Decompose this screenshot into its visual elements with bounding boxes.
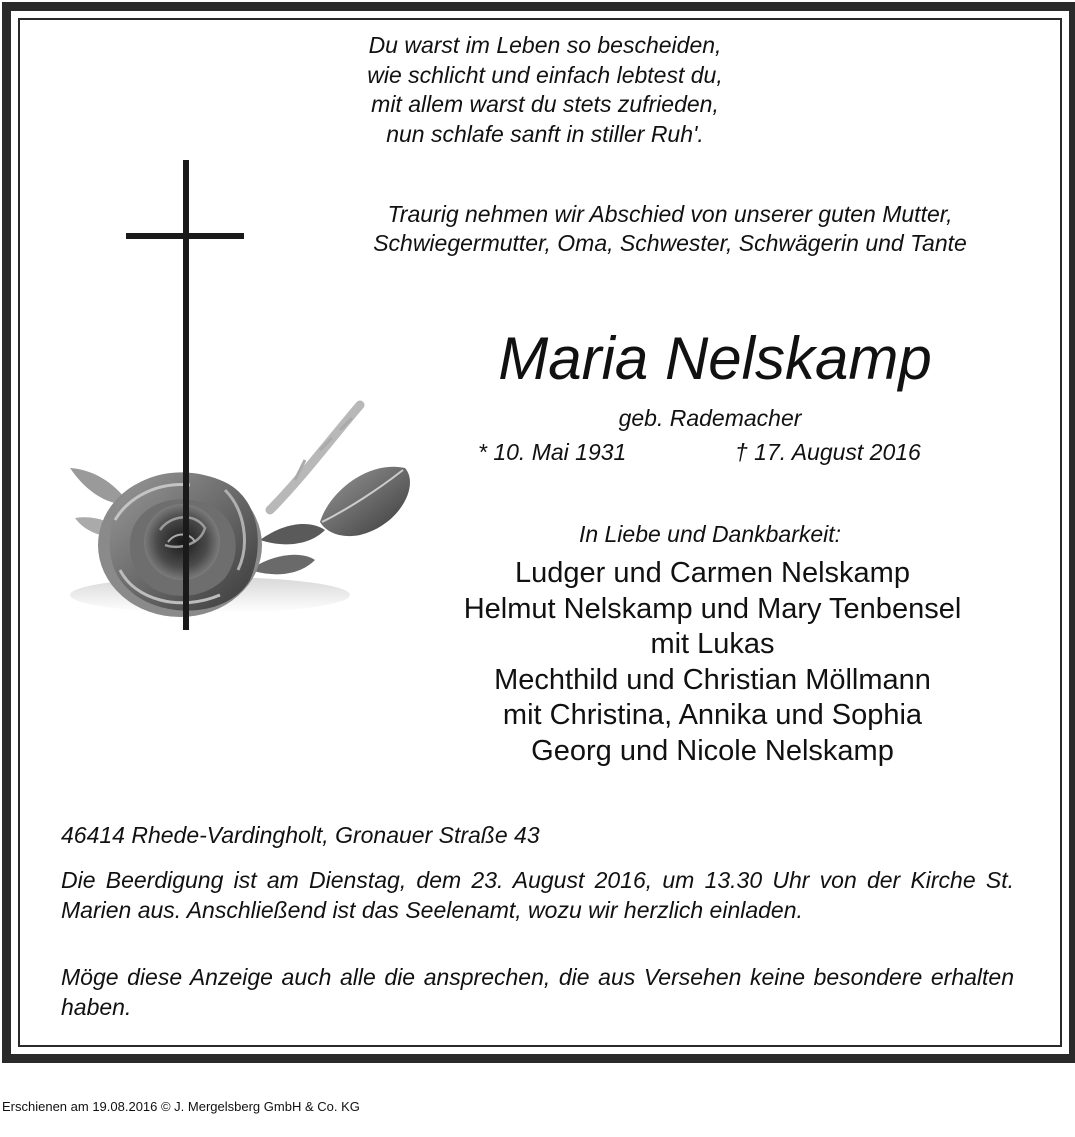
funeral-paragraph: Die Beerdigung ist am Dienstag, dem 23. August 2016, um 13.30 Uhr von der Kirche St. Marien aus. Anschließend ist das Seelenamt, wozu wir herzlich einladen. — [61, 867, 1014, 923]
birth-date: * 10. Mai 1931 — [478, 439, 627, 465]
maiden-name: geb. Rademacher — [618, 405, 802, 431]
farewell-line: Schwiegermutter, Oma, Schwester, Schwägerin und Tante — [373, 230, 967, 256]
mourner-line: Mechthild und Christian Möllmann — [494, 663, 931, 696]
mourners-list — [380, 556, 1045, 769]
verse — [330, 31, 760, 149]
deceased-name: Maria Nelskamp — [498, 325, 932, 392]
mourner-line: mit Lukas — [650, 628, 775, 660]
farewell-line: Traurig nehmen wir Abschied von unserer guten Mutter, — [387, 201, 953, 227]
rose-image — [70, 405, 410, 617]
mourner-line: Helmut Nelskamp und Mary Tenbensel — [463, 592, 962, 625]
verse-line: wie schlicht und einfach lebtest du, — [367, 61, 723, 88]
verse-line: nun schlafe sanft in stiller Ruh'. — [386, 120, 704, 147]
verse-line: mit allem warst du stets zufrieden, — [371, 91, 719, 117]
mourner-line: mit Christina, Annika und Sophia — [502, 699, 923, 731]
note-paragraph: Möge diese Anzeige auch alle die ansprechen, die aus Versehen keine besondere erhalten haben. — [61, 964, 1014, 1020]
mourner-line: Ludger und Carmen Nelskamp — [515, 557, 910, 589]
address: 46414 Rhede-Vardingholt, Gronauer Straße 43 — [61, 822, 540, 848]
verse-line: Du warst im Leben so bescheiden, — [368, 32, 722, 58]
mourner-line: Georg und Nicole Nelskamp — [531, 734, 894, 767]
death-date: † 17. August 2016 — [735, 439, 921, 465]
mourners-heading: In Liebe und Dankbarkeit: — [578, 521, 842, 547]
publication-footer: Erschienen am 19.08.2016 © J. Mergelsberg GmbH & Co. KG — [2, 1099, 360, 1114]
farewell-text — [280, 200, 1060, 258]
